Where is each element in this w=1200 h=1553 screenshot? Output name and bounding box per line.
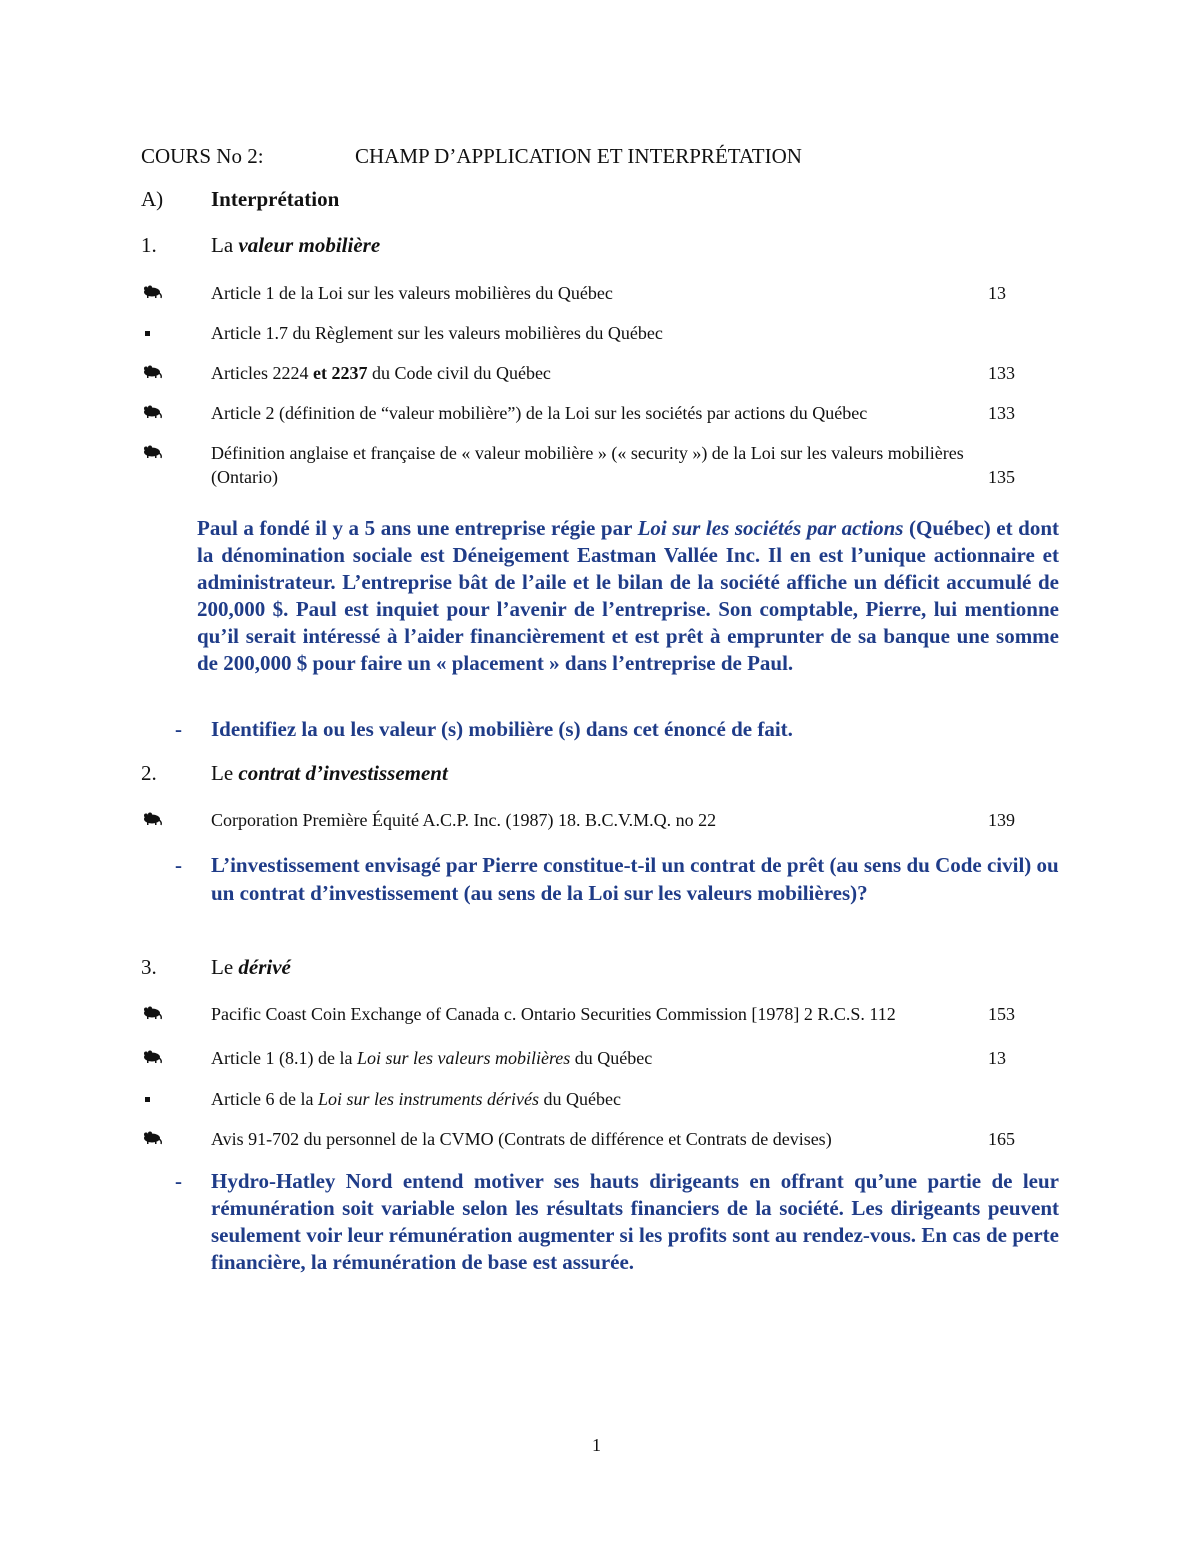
item-page: 165 xyxy=(988,1129,1015,1149)
item-text: Corporation Première Équité A.C.P. Inc. (1987) 18. B.C.V.M.Q. no 22 xyxy=(211,810,717,830)
item-text: Article 2 (définition de “valeur mobilière”) de la Loi sur les sociétés par actions du Québec xyxy=(211,403,868,423)
question-dash: - xyxy=(175,717,182,741)
item-page: 139 xyxy=(988,810,1015,830)
item-text: Article 1.7 du Règlement sur les valeurs mobilières du Québec xyxy=(211,323,663,343)
item-text-bold: et 2237 xyxy=(312,363,368,383)
question-text: Identifiez la ou les valeur (s) mobilière (s) dans cet énoncé de fait. xyxy=(211,717,793,741)
mouse-icon xyxy=(141,1004,163,1022)
subsection-1-prefix: La xyxy=(211,233,239,257)
item-text: du Québec xyxy=(570,1048,653,1068)
mouse-icon xyxy=(141,443,163,461)
section-a-label: Interprétation xyxy=(211,187,340,211)
mouse-icon xyxy=(141,1129,163,1147)
subsection-3-term: dérivé xyxy=(238,955,291,979)
subsection-3-number: 3. xyxy=(141,955,157,979)
case-text-italic: Loi sur les sociétés par actions xyxy=(637,516,904,540)
course-number: COURS No 2: xyxy=(141,144,264,168)
item-page: 13 xyxy=(988,283,1006,303)
case-text: (Québec) et dont la dénomination sociale est Déneigement Eastman Vallée Inc. Il en est l’unique actionnaire et administrateur. L’entreprise bât de l’aile et le bilan de la société affiche un déficit accumulé de 200,000 $. Paul est inquiet pour l’avenir de l’entreprise. Son comptable, Pierre, lui mentionne qu’il serait intéressé à l’aider financièrement et est prêt à emprunter de sa banque une somme de 200,000 $ pour faire un « placement » dans l’entreprise de Paul. xyxy=(197,516,1059,675)
mouse-icon xyxy=(141,363,163,381)
item-text: Article 1 de la Loi sur les valeurs mobilières du Québec xyxy=(211,283,613,303)
item-text: Pacific Coast Coin Exchange of Canada c. Ontario Securities Commission [1978] 2 R.C.S. 112 xyxy=(211,1004,896,1024)
subsection-1-term: valeur mobilière xyxy=(238,233,381,257)
item-text-italic: Loi sur les valeurs mobilières xyxy=(356,1048,571,1068)
course-title: CHAMP D’APPLICATION ET INTERPRÉTATION xyxy=(355,144,802,168)
mouse-icon xyxy=(141,283,163,301)
square-bullet-icon xyxy=(145,1097,150,1102)
question-text: L’investissement envisagé par Pierre constitue-t-il un contrat de prêt (au sens du Code civil) ou un contrat d’investissement (au sens de la Loi sur les valeurs mobilières)? xyxy=(211,853,1059,905)
item-text: du Code civil du Québec xyxy=(367,363,551,383)
page-number: 1 xyxy=(592,1435,601,1455)
item-text: Article 1 (8.1) de la xyxy=(211,1048,357,1068)
item-text: Avis 91-702 du personnel de la CVMO (Contrats de différence et Contrats de devises) xyxy=(211,1129,832,1149)
mouse-icon xyxy=(141,810,163,828)
mouse-icon xyxy=(141,1048,163,1066)
subsection-1-number: 1. xyxy=(141,233,157,257)
item-text: Articles 2224 xyxy=(211,363,313,383)
case-text: Paul a fondé il y a 5 ans une entreprise régie par xyxy=(197,516,638,540)
section-a-mark: A) xyxy=(141,187,164,211)
question-dash: - xyxy=(175,853,182,877)
item-text: Définition anglaise et française de « valeur mobilière » (« security ») de la Loi sur les valeurs mobilières xyxy=(211,443,964,463)
subsection-2-number: 2. xyxy=(141,761,157,785)
item-page: 133 xyxy=(988,363,1015,383)
item-page: 133 xyxy=(988,403,1015,423)
item-text: du Québec xyxy=(538,1089,621,1109)
item-text-italic: Loi sur les instruments dérivés xyxy=(317,1089,539,1109)
question-text: Hydro-Hatley Nord entend motiver ses hauts dirigeants en offrant qu’une partie de leur rémunération soit variable selon les résultats financiers de la société. Les dirigeants peuvent seulement voir leur rémunération augmenter si les profits sont au rendez-vous. En cas de perte financière, la rémunération de base est assurée. xyxy=(211,1169,1059,1274)
item-page: 135 xyxy=(988,467,1015,487)
item-text-line2: (Ontario) xyxy=(211,467,278,487)
subsection-2-prefix: Le xyxy=(211,761,239,785)
item-page: 153 xyxy=(988,1004,1015,1024)
item-text: Article 6 de la xyxy=(211,1089,318,1109)
subsection-2-term: contrat d’investissement xyxy=(238,761,448,785)
subsection-3-prefix: Le xyxy=(211,955,239,979)
mouse-icon xyxy=(141,403,163,421)
square-bullet-icon xyxy=(145,331,150,336)
case-paragraph xyxy=(197,515,1059,677)
item-page: 13 xyxy=(988,1048,1006,1068)
question-dash: - xyxy=(175,1169,182,1193)
